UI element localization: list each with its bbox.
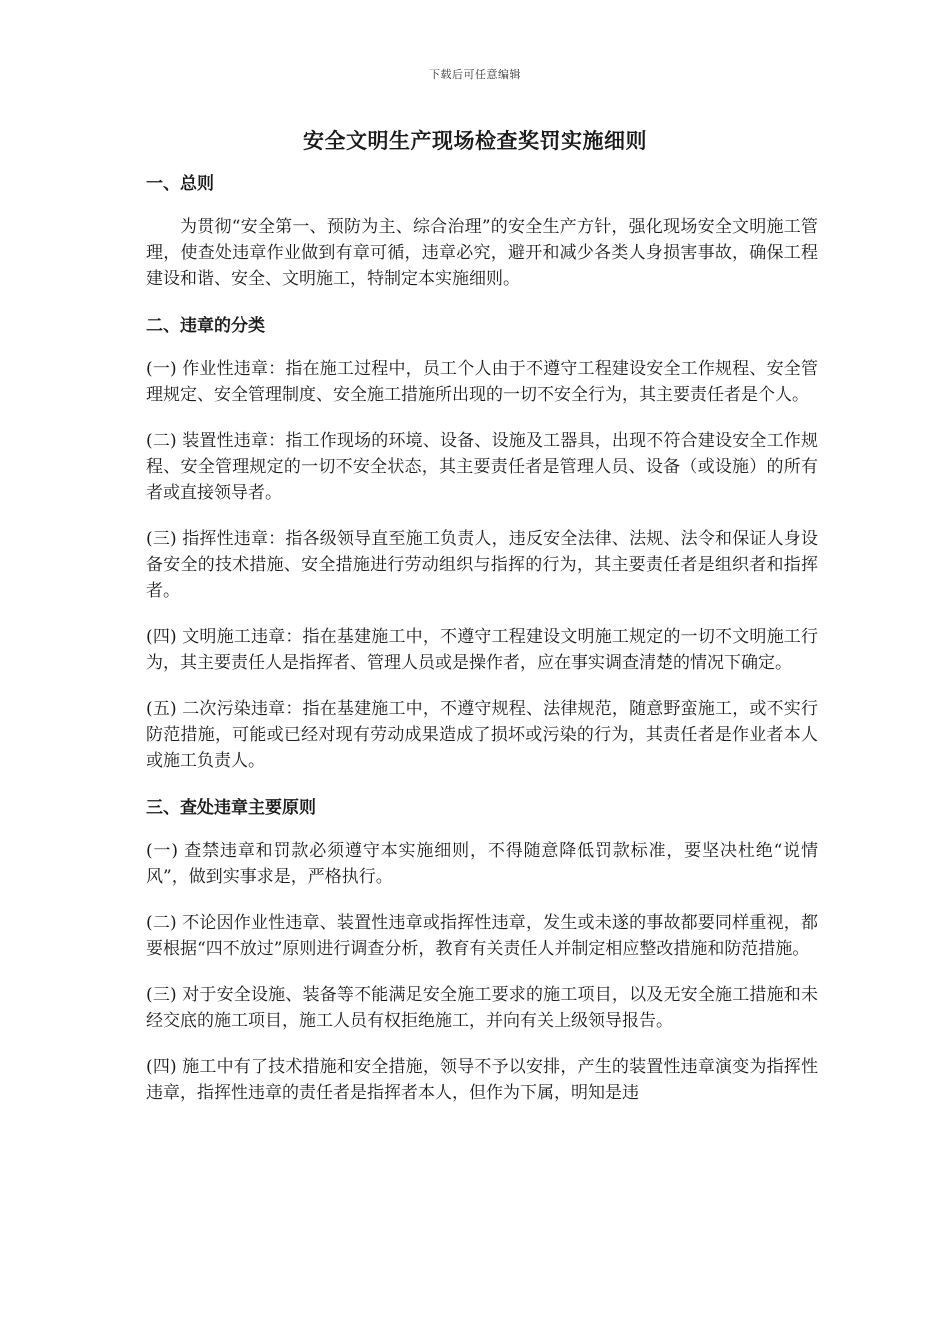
paragraph-principle-4: (四) 施工中有了技术措施和安全措施，领导不予以安排，产生的装置性违章演变为指挥性违章，指挥性违章的责任者是指挥者本人，但作为下属，明知是违: [146, 1057, 818, 1103]
document-body: [146, 170, 818, 1106]
page-title: 安全文明生产现场检查奖罚实施细则: [303, 129, 647, 153]
header-note: 下载后可任意编辑: [429, 68, 521, 81]
paragraph-principle-1: (一) 查禁违章和罚款必须遵守本实施细则，不得随意降低罚款标准，要坚决杜绝“说情风”，做到实事求是，严格执行。: [146, 841, 818, 887]
paragraph-secondary-pollution-violation: (五) 二次污染违章：指在基建施工中，不遵守规程、法律规范，随意野蛮施工，或不实行防范措施，可能或已经对现有劳动成果造成了损坏或污染的行为，其责任者是作业者本人或施工负责人。: [146, 699, 818, 771]
paragraph-principle-2: (二) 不论因作业性违章、装置性违章或指挥性违章，发生或未遂的事故都要同样重视，都要根据“四不放过”原则进行调查分析，教育有关责任人并制定相应整改措施和防范措施。: [146, 913, 818, 959]
paragraph-general-intro: 为贯彻“安全第一、预防为主、综合治理”的安全生产方针，强化现场安全文明施工管理，使查处违章作业做到有章可循，违章必究，避开和减少各类人身损害事故，确保工程建设和谐、安全、文明施工，特制定本实施细则。: [146, 217, 818, 289]
section-heading-violation-types: 二、违章的分类: [146, 316, 265, 336]
section-heading-general: 一、总则: [146, 174, 214, 194]
paragraph-operational-violation: (一) 作业性违章：指在施工过程中，员工个人由于不遵守工程建设安全工作规程、安全管理规定、安全管理制度、安全施工措施所出现的一切不安全行为，其主要责任者是个人。: [146, 359, 818, 405]
paragraph-principle-3: (三) 对于安全设施、装备等不能满足安全施工要求的施工项目，以及无安全施工措施和未经交底的施工项目，施工人员有权拒绝施工，并向有关上级领导报告。: [146, 985, 818, 1031]
paragraph-command-violation: (三) 指挥性违章：指各级领导直至施工负责人，违反安全法律、法规、法令和保证人身设备安全的技术措施、安全措施进行劳动组织与指挥的行为，其主要责任者是组织者和指挥者。: [146, 529, 818, 601]
section-heading-principles: 三、查处违章主要原则: [146, 798, 316, 818]
paragraph-installation-violation: (二) 装置性违章：指工作现场的环境、设备、设施及工器具，出现不符合建设安全工作规程、安全管理规定的一切不安全状态，其主要责任者是管理人员、设备（或设施）的所有者或直接领导者。: [146, 431, 818, 503]
paragraph-civilized-construction-violation: (四) 文明施工违章：指在基建施工中，不遵守工程建设文明施工规定的一切不文明施工行为，其主要责任人是指挥者、管理人员或是操作者，应在事实调查清楚的情况下确定。: [146, 627, 818, 673]
